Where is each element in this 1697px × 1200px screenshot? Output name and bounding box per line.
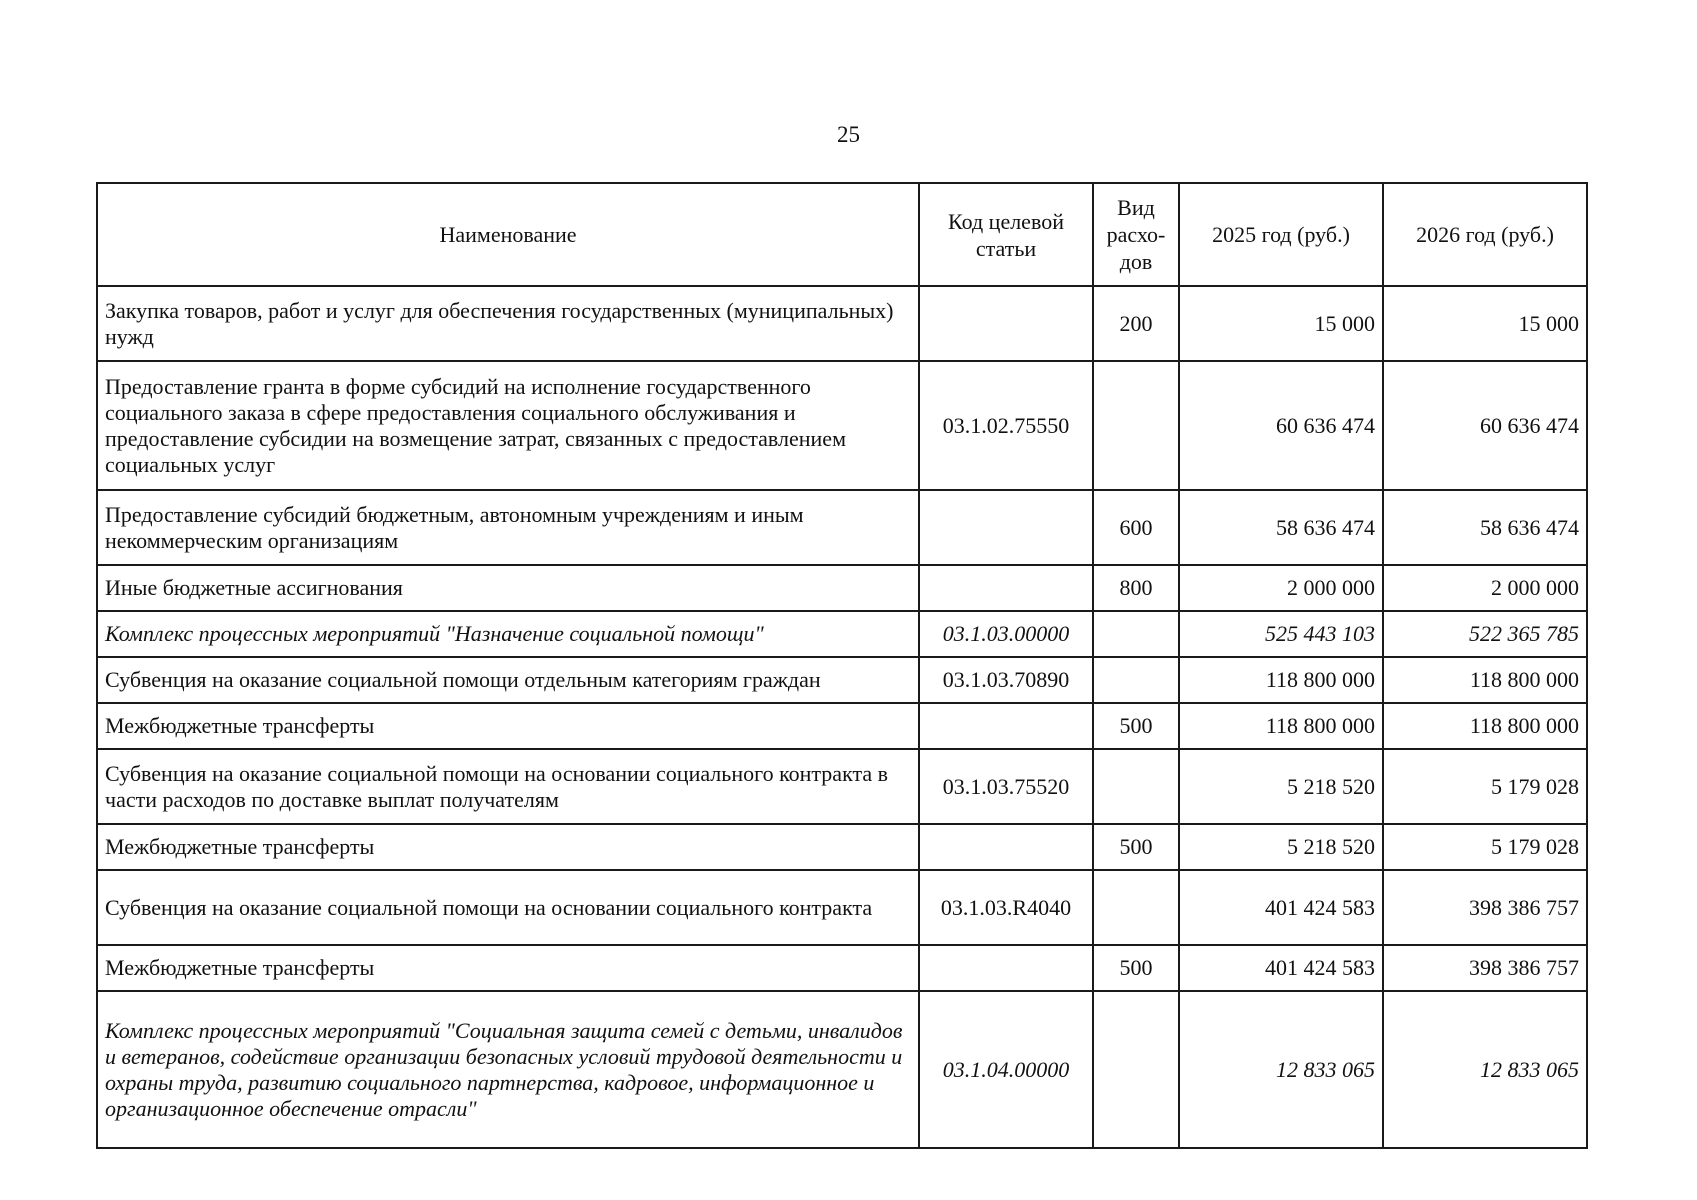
row-kind <box>1093 611 1179 657</box>
row-2026: 118 800 000 <box>1383 703 1587 749</box>
row-name: Субвенция на оказание социальной помощи на основании социального контракта в части расходов по доставке выплат получателям <box>97 749 919 824</box>
row-2025: 5 218 520 <box>1179 824 1383 870</box>
budget-table <box>96 182 1588 1149</box>
row-2026: 15 000 <box>1383 286 1587 361</box>
row-code <box>919 703 1093 749</box>
row-2026: 2 000 000 <box>1383 565 1587 611</box>
table-row <box>97 824 1587 870</box>
row-kind: 800 <box>1093 565 1179 611</box>
header-code: Код целевой статьи <box>919 183 1093 286</box>
row-name: Субвенция на оказание социальной помощи отдельным категориям граждан <box>97 657 919 703</box>
table-row <box>97 749 1587 824</box>
row-name: Комплекс процессных мероприятий "Социальная защита семей с детьми, инвалидов и ветеранов, содействие организации безопасных условий трудовой деятельности и охраны труда, развитию социального партнерства, кадровое, информационное и организационное обеспечение отрасли" <box>97 991 919 1148</box>
row-code: 03.1.02.75550 <box>919 361 1093 490</box>
row-name: Иные бюджетные ассигнования <box>97 565 919 611</box>
header-2026: 2026 год (руб.) <box>1383 183 1587 286</box>
row-code <box>919 490 1093 565</box>
row-2025: 60 636 474 <box>1179 361 1383 490</box>
row-kind: 500 <box>1093 703 1179 749</box>
table-row <box>97 490 1587 565</box>
table-row-program <box>97 991 1587 1148</box>
row-name: Закупка товаров, работ и услуг для обеспечения государственных (муниципальных) нужд <box>97 286 919 361</box>
row-2025: 12 833 065 <box>1179 991 1383 1148</box>
row-2025: 401 424 583 <box>1179 870 1383 945</box>
row-2026: 118 800 000 <box>1383 657 1587 703</box>
row-2026: 60 636 474 <box>1383 361 1587 490</box>
row-name: Комплекс процессных мероприятий "Назначение социальной помощи" <box>97 611 919 657</box>
row-2025: 58 636 474 <box>1179 490 1383 565</box>
row-2025: 5 218 520 <box>1179 749 1383 824</box>
row-kind: 200 <box>1093 286 1179 361</box>
table-row <box>97 657 1587 703</box>
row-2026: 5 179 028 <box>1383 824 1587 870</box>
row-name: Межбюджетные трансферты <box>97 945 919 991</box>
row-2026: 398 386 757 <box>1383 945 1587 991</box>
row-2026: 5 179 028 <box>1383 749 1587 824</box>
row-kind: 500 <box>1093 824 1179 870</box>
row-2026: 58 636 474 <box>1383 490 1587 565</box>
row-2025: 2 000 000 <box>1179 565 1383 611</box>
page-number: 25 <box>837 122 860 147</box>
table-header-row <box>97 183 1587 286</box>
row-name: Межбюджетные трансферты <box>97 703 919 749</box>
row-code <box>919 945 1093 991</box>
row-kind: 600 <box>1093 490 1179 565</box>
row-kind <box>1093 991 1179 1148</box>
table-row-program <box>97 611 1587 657</box>
row-name: Субвенция на оказание социальной помощи на основании социального контракта <box>97 870 919 945</box>
row-kind <box>1093 749 1179 824</box>
row-2026: 522 365 785 <box>1383 611 1587 657</box>
row-name: Предоставление гранта в форме субсидий на исполнение государственного социального заказа в сфере предоставления социального обслуживания и предоставление субсидии на возмещение затрат, связанных с предоставлением социальных услуг <box>97 361 919 490</box>
table-row <box>97 361 1587 490</box>
table-row <box>97 870 1587 945</box>
row-2025: 525 443 103 <box>1179 611 1383 657</box>
table-row <box>97 565 1587 611</box>
row-kind: 500 <box>1093 945 1179 991</box>
row-code <box>919 824 1093 870</box>
row-2025: 401 424 583 <box>1179 945 1383 991</box>
row-code: 03.1.03.75520 <box>919 749 1093 824</box>
row-code: 03.1.03.00000 <box>919 611 1093 657</box>
table-row <box>97 286 1587 361</box>
row-2025: 15 000 <box>1179 286 1383 361</box>
row-code <box>919 286 1093 361</box>
row-2026: 12 833 065 <box>1383 991 1587 1148</box>
row-kind <box>1093 657 1179 703</box>
row-kind <box>1093 870 1179 945</box>
row-name: Межбюджетные трансферты <box>97 824 919 870</box>
table-row <box>97 703 1587 749</box>
row-code: 03.1.03.70890 <box>919 657 1093 703</box>
row-name: Предоставление субсидий бюджетным, автономным учреждениям и иным некоммерческим организациям <box>97 490 919 565</box>
row-2026: 398 386 757 <box>1383 870 1587 945</box>
header-kind: Вид расхо-дов <box>1093 183 1179 286</box>
table-row <box>97 945 1587 991</box>
row-kind <box>1093 361 1179 490</box>
row-code: 03.1.03.R4040 <box>919 870 1093 945</box>
row-code: 03.1.04.00000 <box>919 991 1093 1148</box>
header-2025: 2025 год (руб.) <box>1179 183 1383 286</box>
row-2025: 118 800 000 <box>1179 703 1383 749</box>
row-2025: 118 800 000 <box>1179 657 1383 703</box>
header-name: Наименование <box>97 183 919 286</box>
row-code <box>919 565 1093 611</box>
